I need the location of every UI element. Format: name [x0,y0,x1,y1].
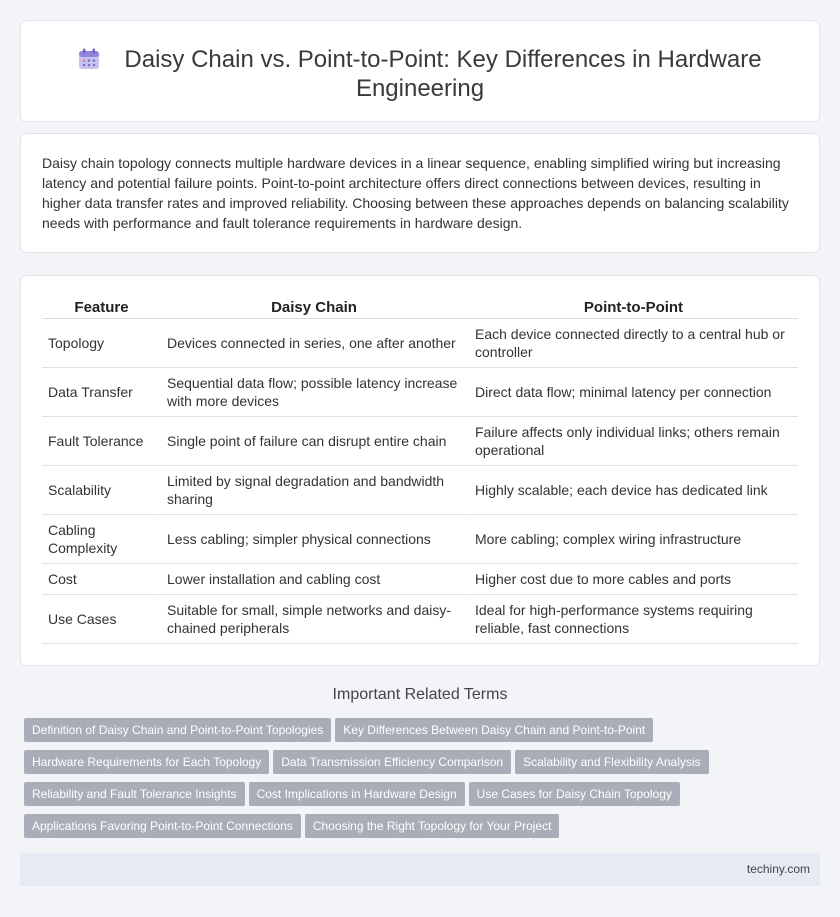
related-tag[interactable]: Reliability and Fault Tolerance Insights [24,782,245,806]
related-tag[interactable]: Scalability and Flexibility Analysis [515,750,708,774]
header-feature: Feature [42,297,159,319]
table-row [42,368,798,417]
related-terms-tags [24,718,824,846]
cell-daisy-chain: Lower installation and cabling cost [159,564,467,595]
related-tag[interactable]: Choosing the Right Topology for Your Project [305,814,560,838]
related-terms-title: Important Related Terms [332,686,508,703]
cell-feature: Cabling Complexity [42,515,159,564]
table-row [42,564,798,595]
cell-point-to-point: Ideal for high-performance systems requiring reliable, fast connections [467,595,798,644]
table-row [42,515,798,564]
related-tag[interactable]: Definition of Daisy Chain and Point-to-Point Topologies [24,718,331,742]
page-title [21,45,819,103]
intro-paragraph: Daisy chain topology connects multiple hardware devices in a linear sequence, enabling simplified wiring but increasing latency and potential failure points. Point-to-point architecture offers direct connections between devices, resulting in higher data transfer rates and improved reliability. Choosing between these approaches depends on balancing scalability needs with performance and fault tolerance requirements in hardware design. [42,155,789,231]
cell-daisy-chain: Limited by signal degradation and bandwidth sharing [159,466,467,515]
cell-daisy-chain: Suitable for small, simple networks and daisy-chained peripherals [159,595,467,644]
cell-daisy-chain: Single point of failure can disrupt entire chain [159,417,467,466]
cell-point-to-point: More cabling; complex wiring infrastructure [467,515,798,564]
related-tag[interactable]: Hardware Requirements for Each Topology [24,750,269,774]
table-row [42,319,798,368]
related-tag[interactable]: Use Cases for Daisy Chain Topology [469,782,680,806]
cell-feature: Use Cases [42,595,159,644]
related-tag[interactable]: Key Differences Between Daisy Chain and Point-to-Point [335,718,653,742]
footer-site[interactable]: techiny.com [746,862,810,876]
page-title-text: Daisy Chain vs. Point-to-Point: Key Differences in Hardware Engineering [124,46,762,102]
cell-feature: Scalability [42,466,159,515]
table-row [42,595,798,644]
cell-daisy-chain: Sequential data flow; possible latency increase with more devices [159,368,467,417]
cell-point-to-point: Failure affects only individual links; others remain operational [467,417,798,466]
related-tag[interactable]: Applications Favoring Point-to-Point Connections [24,814,301,838]
table-header-row [42,297,798,319]
cell-point-to-point: Higher cost due to more cables and ports [467,564,798,595]
related-tag[interactable]: Cost Implications in Hardware Design [249,782,465,806]
table-row [42,466,798,515]
cell-feature: Data Transfer [42,368,159,417]
cell-feature: Topology [42,319,159,368]
title-card [20,20,820,122]
calendar-icon [78,48,100,70]
cell-point-to-point: Highly scalable; each device has dedicated link [467,466,798,515]
cell-feature: Fault Tolerance [42,417,159,466]
cell-point-to-point: Direct data flow; minimal latency per connection [467,368,798,417]
footer [20,853,820,886]
table-row [42,417,798,466]
header-daisy-chain: Daisy Chain [159,297,467,319]
cell-daisy-chain: Devices connected in series, one after another [159,319,467,368]
header-point-to-point: Point-to-Point [467,297,798,319]
comparison-table [42,297,798,644]
cell-point-to-point: Each device connected directly to a central hub or controller [467,319,798,368]
intro-card [20,133,820,253]
cell-daisy-chain: Less cabling; simpler physical connections [159,515,467,564]
comparison-card [20,275,820,666]
related-tag[interactable]: Data Transmission Efficiency Comparison [273,750,511,774]
cell-feature: Cost [42,564,159,595]
